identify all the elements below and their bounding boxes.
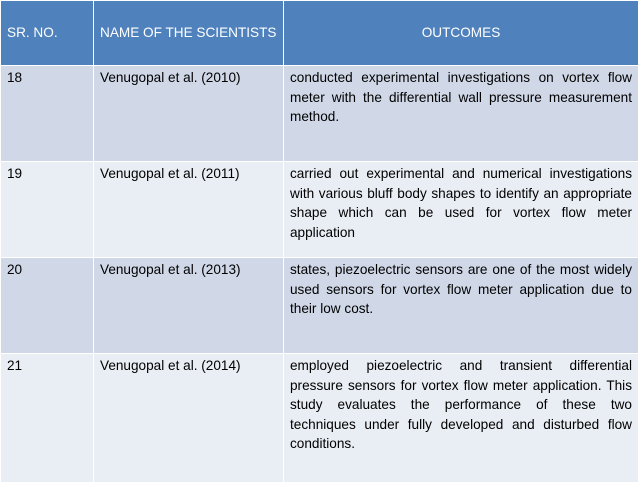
header-outcomes: OUTCOMES (284, 1, 638, 66)
sr-no-cell: 21 (1, 354, 94, 483)
table-row (1, 162, 638, 258)
scientist-name-cell: Venugopal et al. (2013) (94, 258, 284, 354)
sr-no-cell: 19 (1, 162, 94, 258)
sr-no-cell: 18 (1, 66, 94, 162)
scientist-name-cell: Venugopal et al. (2011) (94, 162, 284, 258)
scientist-name-cell: Venugopal et al. (2014) (94, 354, 284, 483)
scientist-name-cell: Venugopal et al. (2010) (94, 66, 284, 162)
outcome-cell: states, piezoelectric sensors are one of the most widely used sensors for vortex flow meter application due to their low cost. (284, 258, 638, 354)
table-row (1, 66, 638, 162)
table-row (1, 258, 638, 354)
header-row (1, 1, 638, 66)
table-row (1, 354, 638, 483)
header-sr-no: SR. NO. (1, 1, 94, 66)
outcome-cell: employed piezoelectric and transient differential pressure sensors for vortex flow meter application. This study evaluates the performance of these two techniques under fully developed and disturbed flow conditions. (284, 354, 638, 483)
outcome-cell: carried out experimental and numerical investigations with various bluff body shapes to identify an appropriate shape which can be used for vortex flow meter application (284, 162, 638, 258)
sr-no-cell: 20 (1, 258, 94, 354)
header-name: NAME OF THE SCIENTISTS (94, 1, 284, 66)
outcome-cell: conducted experimental investigations on vortex flow meter with the differential wall pressure measurement method. (284, 66, 638, 162)
